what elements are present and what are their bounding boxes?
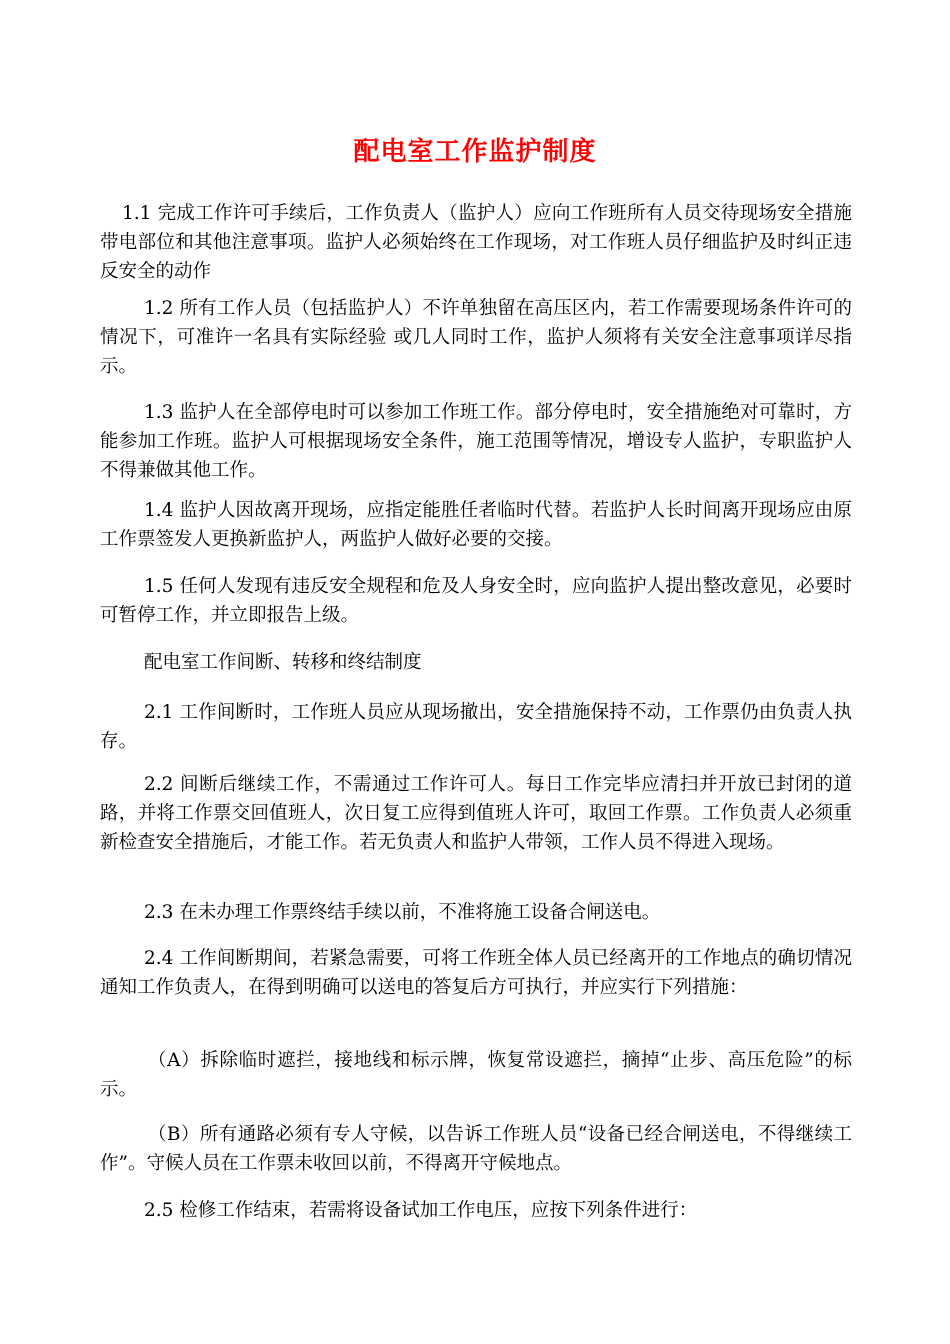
paragraph-1-5: 1.5 任何人发现有违反安全规程和危及人身安全时，应向监护人提出整改意见，必要时可暂停工作，并立即报告上级。 [100,576,852,626]
paragraph-1-4: 1.4 监护人因故离开现场，应指定能胜任者临时代替。若监护人长时间离开现场应由原工作票签发人更换新监护人，两监护人做好必要的交接。 [100,500,852,550]
paragraph-2-2: 2.2 间断后继续工作，不需通过工作许可人。每日工作完毕应清扫并开放已封闭的道路，并将工作票交回值班人，次日复工应得到值班人许可，取回工作票。工作负责人必须重新检查安全措施后，才能工作。若无负责人和监护人带领，工作人员不得进入现场。 [100,774,852,853]
section-heading: 配电室工作间断、转移和终结制度 [144,652,422,673]
paragraph-1-1: 1.1 完成工作许可手续后，工作负责人（监护人）应向工作班所有人员交待现场安全措施带电部位和其他注意事项。监护人必须始终在工作现场，对工作班人员仔细监护及时纠正违反安全的动作 [100,203,852,282]
paragraph-2-5: 2.5 检修工作结束，若需将设备试加工作电压，应按下列条件进行： [144,1200,698,1221]
paragraph-2-4: 2.4 工作间断期间，若紧急需要，可将工作班全体人员已经离开的工作地点的确切情况通知工作负责人，在得到明确可以送电的答复后方可执行，并应实行下列措施： [100,948,852,998]
page-title: 配电室工作监护制度 [353,137,597,167]
item-b: （B）所有通路必须有专人守候，以告诉工作班人员“设备已经合闸送电，不得继续工作”。守候人员在工作票未收回以前，不得离开守候地点。 [100,1124,852,1174]
paragraph-1-2: 1.2 所有工作人员（包括监护人）不许单独留在高压区内，若工作需要现场条件许可的情况下，可准许一名具有实际经验 或几人同时工作，监护人须将有关安全注意事项详尽指示。 [100,298,852,377]
paragraph-2-3: 2.3 在未办理工作票终结手续以前，不准将施工设备合闸送电。 [144,902,661,923]
paragraph-2-1: 2.1 工作间断时，工作班人员应从现场撤出，安全措施保持不动，工作票仍由负责人执存。 [100,702,852,752]
paragraph-1-3: 1.3 监护人在全部停电时可以参加工作班工作。部分停电时，安全措施绝对可靠时，方能参加工作班。监护人可根据现场安全条件，施工范围等情况，增设专人监护，专职监护人不得兼做其他工作。 [100,402,852,481]
item-a: （A）拆除临时遮拦，接地线和标示牌，恢复常设遮拦，摘掉“止步、高压危险”的标示。 [100,1050,852,1100]
